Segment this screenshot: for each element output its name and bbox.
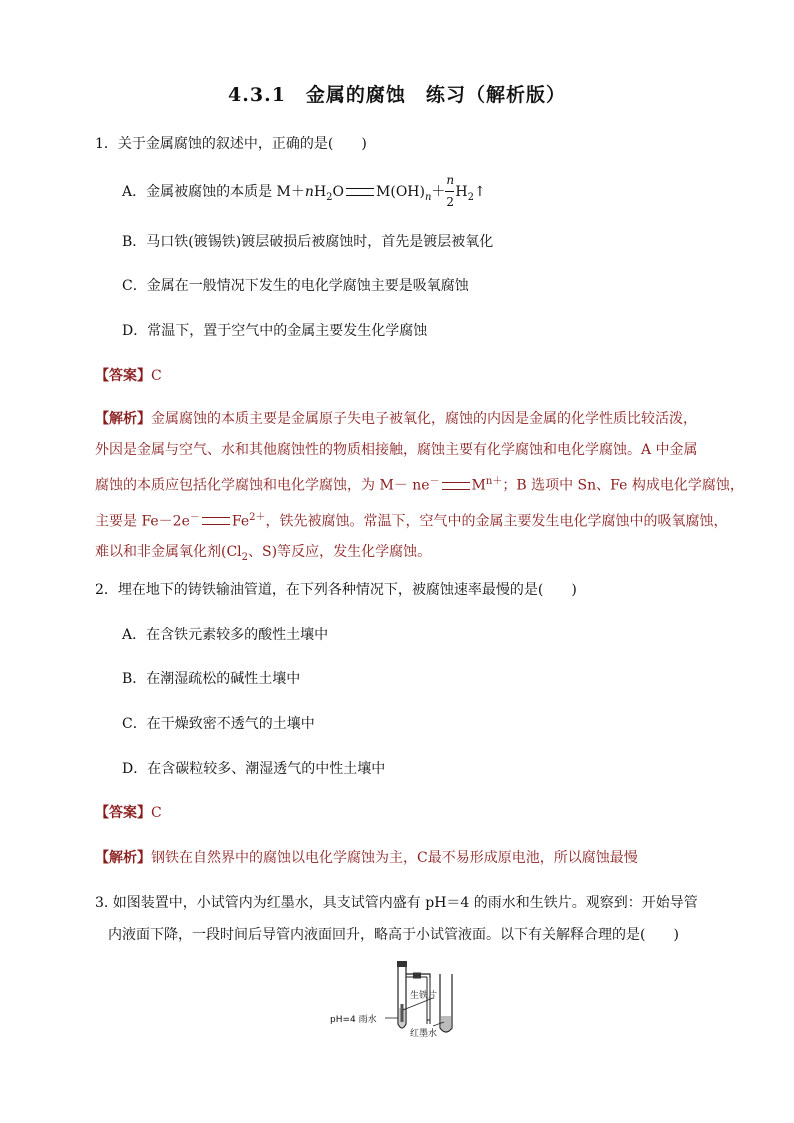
- q1-answer: [95, 366, 162, 386]
- q2-option-c: C．在干燥致密不透气的土壤中: [122, 716, 315, 732]
- analysis-line-5: [95, 537, 744, 573]
- q1-option-b: B．马口铁(镀锡铁)镀层破损后被腐蚀时，首先是镀层被氧化: [122, 234, 494, 250]
- analysis-line-4: [95, 502, 744, 538]
- q1-option-a: [122, 173, 486, 209]
- answer-label: 【答案】: [95, 368, 151, 384]
- analysis-text-3a: 腐蚀的本质应包括化学腐蚀和电化学腐蚀，为 M－ ne: [95, 477, 430, 494]
- label-red-ink: 红墨水: [410, 1029, 438, 1038]
- eq2-rhs-sup: 2＋: [249, 511, 266, 523]
- fraction-n-over-2: [445, 173, 455, 209]
- up-arrow-icon: ↑: [474, 184, 486, 200]
- q1-option-d: D．常温下，置于空气中的金属主要发生化学腐蚀: [122, 323, 428, 339]
- analysis-label: 【解析】: [95, 411, 151, 427]
- analysis-text-5a: 难以和非金属氧化剂(Cl: [95, 544, 242, 561]
- eq2-rhs: Fe: [231, 513, 250, 530]
- analysis-line-1: [95, 404, 744, 435]
- q2-answer: [95, 803, 162, 823]
- equals-sign: [442, 482, 470, 490]
- q1-option-a-o: O: [332, 184, 345, 200]
- eq1-rhs-sup: n＋: [485, 476, 503, 487]
- q1-option-a-plus: ＋: [431, 184, 446, 200]
- q2-option-d: D．在含碳粒较多、潮湿透气的中性土壤中: [122, 761, 386, 777]
- analysis-text: 钢铁在自然界中的腐蚀以电化学腐蚀为主，C最不易形成原电池，所以腐蚀最慢: [151, 850, 638, 866]
- q1-analysis: [95, 404, 744, 573]
- question-1-stem: 1．关于金属腐蚀的叙述中，正确的是( ): [95, 136, 367, 152]
- answer-value: C: [151, 805, 162, 821]
- equals-sign: [346, 188, 374, 196]
- analysis-text-4b: ，铁先被腐蚀。常温下，空气中的金属主要发生电化学腐蚀中的吸氧腐蚀，: [265, 513, 728, 530]
- question-3-stem-line-1: 3. 如图装置中，小试管内为红墨水，具支试管内盛有 pH＝4 的雨水和生铁片。观察到：开始导管: [95, 895, 698, 911]
- iron-piece: [401, 1004, 404, 1022]
- equals-sign: [202, 517, 230, 525]
- label-iron-piece: 生铁片: [410, 991, 438, 1001]
- analysis-label: 【解析】: [95, 850, 151, 866]
- rubber-stopper: [397, 961, 407, 967]
- q1-option-c: C．金属在一般情况下发生的电化学腐蚀主要是吸氧腐蚀: [122, 278, 469, 294]
- eq1-rhs: M: [471, 477, 486, 494]
- analysis-text-3b: ；B 选项中 Sn、Fe 构成电化学腐蚀，: [502, 477, 744, 494]
- q2-analysis: [95, 848, 638, 868]
- apparatus-figure: [330, 958, 480, 1038]
- q1-option-a-h2: H: [455, 184, 468, 200]
- q1-option-a-n: n: [304, 184, 314, 200]
- answer-label: 【答案】: [95, 805, 151, 821]
- fraction-numerator: n: [446, 173, 455, 187]
- question-3-stem-line-2: 内液面下降，一段时间后导管内液面回升，略高于小试管液面。以下有关解释合理的是( ): [108, 927, 679, 943]
- analysis-text-4a: 主要是 Fe－2e: [95, 513, 190, 530]
- q1-option-a-rhs: M(OH): [376, 184, 425, 200]
- q1-option-a-sub2: 2: [467, 191, 475, 203]
- q2-option-a: A．在含铁元素较多的酸性土壤中: [122, 627, 329, 643]
- q1-option-a-sub1: 2: [326, 191, 333, 203]
- q1-option-a-h: H: [313, 184, 327, 200]
- q2-option-b: B．在潮湿疏松的碱性土壤中: [122, 671, 301, 687]
- analysis-text-1: 金属腐蚀的本质主要是金属原子失电子被氧化，腐蚀的内因是金属的化学性质比较活泼，: [151, 411, 697, 427]
- eq2-electron-sup: －: [189, 511, 200, 523]
- label-ph-rainwater: pH=4 雨水: [330, 1015, 377, 1025]
- answer-value: C: [151, 368, 162, 384]
- analysis-line-2: 外因是金属与空气、水和其他腐蚀性的物质相接触，腐蚀主要有化学腐蚀和电化学腐蚀。A 中金属: [95, 442, 698, 458]
- red-ink-liquid: [441, 1016, 451, 1031]
- tube-joint: [413, 973, 421, 979]
- q1-option-a-subn: n: [424, 191, 432, 203]
- analysis-text-5b: 、S)等反应，发生化学腐蚀。: [248, 544, 432, 561]
- question-2-stem: 2．埋在地下的铸铁输油管道，在下列各种情况下，被腐蚀速率最慢的是( ): [95, 582, 577, 598]
- q1-option-a-prefix: A．金属被腐蚀的本质是 M＋: [122, 184, 305, 200]
- analysis-line-3: [95, 466, 744, 502]
- fraction-denominator: 2: [446, 195, 455, 209]
- eq1-electron-sup: －: [429, 476, 440, 487]
- page-title: 4.3.1 金属的腐蚀 练习（解析版）: [228, 84, 566, 106]
- cl-sub: 2: [241, 552, 249, 564]
